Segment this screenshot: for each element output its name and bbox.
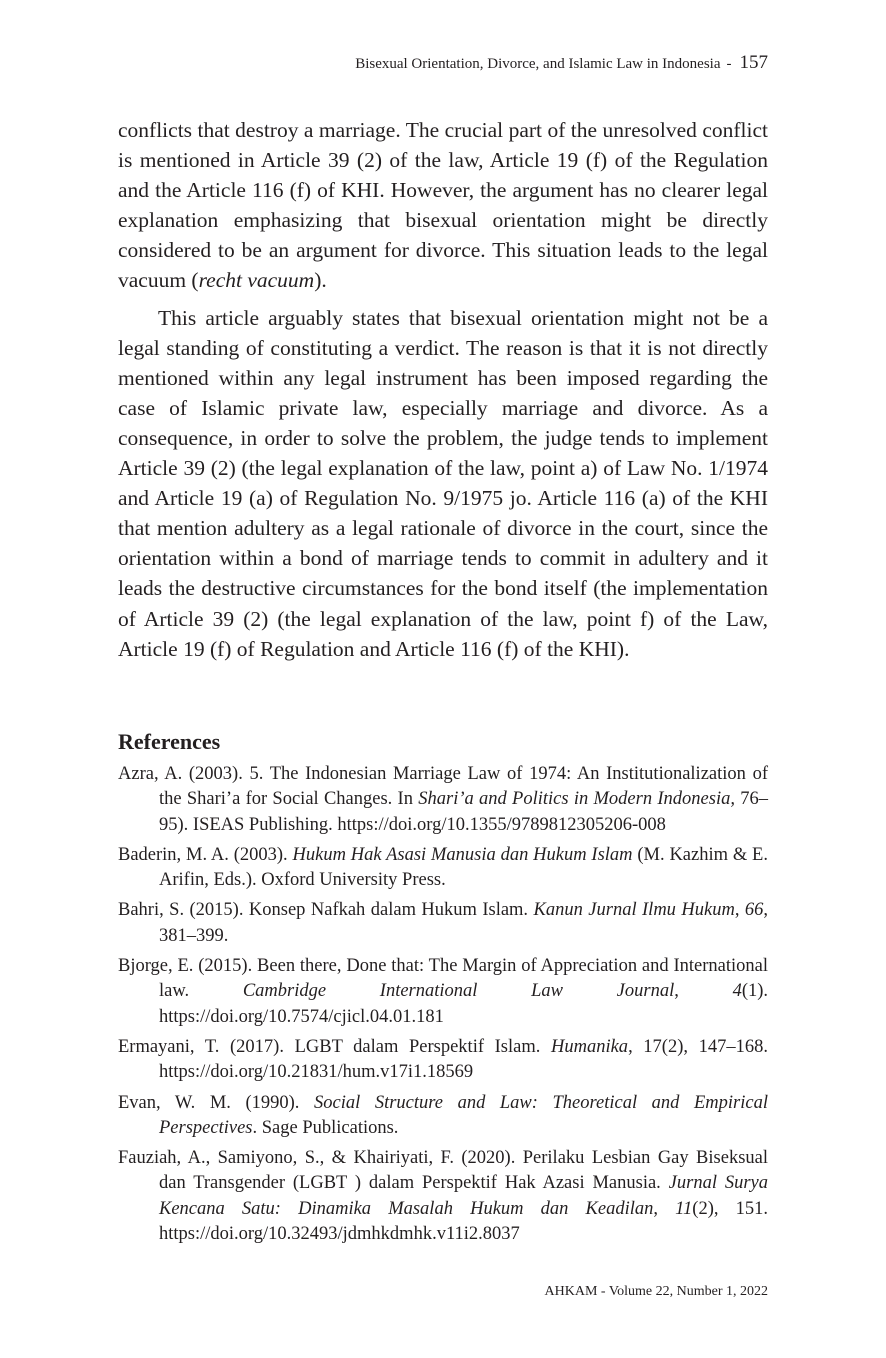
paragraph-2: This article arguably states that bisexual orientation might not be a legal standing of constituting a verdict. The reason is that it is not directly mentioned within any legal instrument has been imposed regarding the case of Islamic private law, especially marriage and divorce. As a consequence, in order to solve the problem, the judge tends to implement Article 39 (2) (the legal explanation of the law, point a) of Law No. 1/1974 and Article 19 (a) of Regulation No. 9/1975 jo. Article 116 (a) of the KHI that mention adultery as a legal rationale of divorce in the court, since the orientation within a bond of marriage tends to commit in adultery and it leads the destructive circumstances for the bond itself (the implementation of Article 39 (2) (the legal explanation of the law, point f) of the Law, Article 19 (f) of Regulation and Article 116 (f) of the KHI). [118,305,768,661]
header-separator: - [726,56,732,72]
references-heading: References [118,729,221,754]
reference-text: , [674,981,733,1002]
reference-item [118,1146,768,1247]
reference-item [118,954,768,1030]
journal-footer: AHKAM - Volume 22, Number 1, 2022 [544,1284,768,1299]
reference-italic: Social Structure and Law: Theoretical and Empirical Perspectives [159,1092,768,1138]
running-title: Bisexual Orientation, Divorce, and Islamic Law in Indonesia [355,56,721,72]
references-list [118,762,768,1252]
reference-text: , 17(2), 147–168. https://doi.org/10.21831/hum.v17i1.18569 [159,1036,769,1083]
reference-text: 76–95). ISEAS Publishing. https://doi.org/10.1355/9789812305206-008 [159,789,768,835]
reference-item [118,762,768,838]
reference-text: (M. Kazhim & E. Arifin, Eds.). Oxford University Press. [159,844,768,891]
running-header [355,52,768,74]
paragraph-1-italic-term: recht vacuum [198,268,315,293]
reference-item [118,1091,768,1142]
page-number: 157 [739,52,768,73]
reference-italic: Humanika [550,1036,629,1057]
reference-item [118,1035,768,1086]
reference-item [118,843,768,894]
reference-text: Evan, W. M. (1990). [118,1092,315,1113]
reference-text: (1). https://doi.org/10.7574/cjicl.04.01.181 [159,981,769,1027]
reference-text: Bjorge, E. (2015). Been there, Done that: The Margin of Appreciation and International law. [118,956,768,1002]
reference-text: Azra, A. (2003). 5. The Indonesian Marriage Law of 1974: An Institutionalization of the Shari’a for Social Changes. In [118,764,768,810]
reference-text: Bahri, S. (2015). Konsep Nafkah dalam Hukum Islam. [118,900,534,921]
reference-text: , 381–399. [159,900,769,946]
reference-italic: 4 [732,981,742,1002]
reference-text: . Sage Publications. [252,1117,399,1138]
reference-text: Ermayani, T. (2017). LGBT dalam Perspektif Islam. [118,1036,551,1057]
reference-italic: Jurnal Surya Kencana Satu: Dinamika Masalah Hukum dan Keadilan [159,1173,768,1219]
reference-text: , [653,1198,676,1219]
reference-italic: 11 [675,1198,693,1219]
body-text [118,115,768,664]
reference-italic: Cambridge International Law Journal [242,981,675,1002]
paragraph-1 [118,115,768,296]
reference-italic: Kanun Jurnal Ilmu Hukum [533,900,735,921]
reference-text: , [734,900,745,921]
reference-italic: 66 [744,900,764,921]
paragraph-1-text-a: conflicts that destroy a marriage. The crucial part of the unresolved conflict is mentioned in Article 39 (2) of the law, Article 19 (f) of the Regulation and the Article 116 (f) of KHI. However, the argument has no clearer legal explanation emphasizing that bisexual orientation might be directly considered to be an argument for divorce. This situation leads to the legal vacuum ( [118,118,768,293]
reference-italic: Hukum Hak Asasi Manusia dan Hukum Islam [292,844,633,865]
reference-text: Baderin, M. A. (2003). [118,844,293,865]
reference-italic: Shari’a and Politics in Modern Indonesia, [418,789,735,810]
paragraph-1-text-b: ). [314,268,327,293]
reference-text: Fauziah, A., Samiyono, S., & Khairiyati, F. (2020). Perilaku Lesbian Gay Biseksual dan Transgender (LGBT ) dalam Perspektif Hak Azasi Manusia. [118,1148,768,1194]
reference-text: (2), 151. https://doi.org/10.32493/jdmhkdmhk.v11i2.8037 [159,1198,768,1245]
reference-item [118,898,768,949]
